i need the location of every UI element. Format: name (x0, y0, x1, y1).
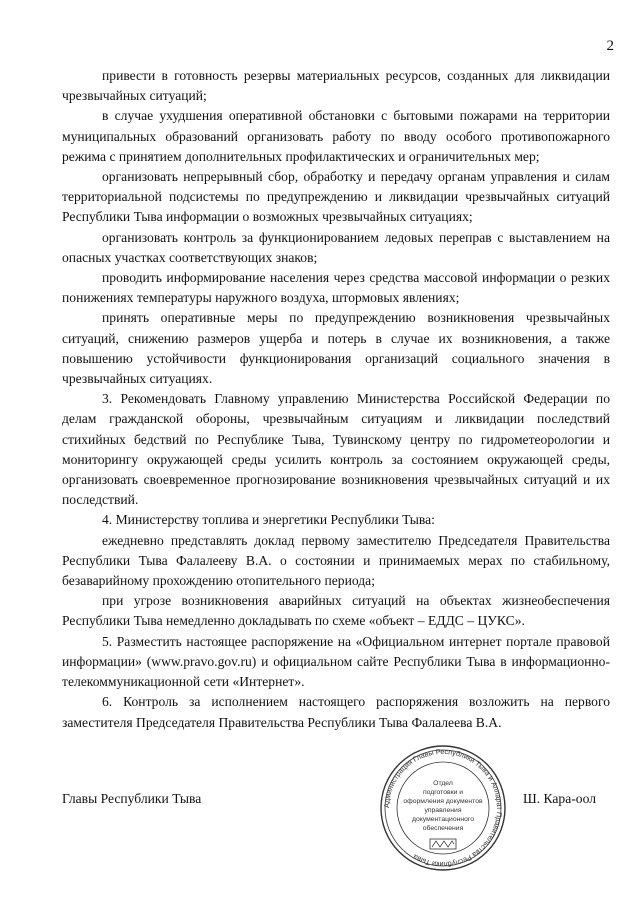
signatory-title: Главы Республики Тыва (62, 791, 202, 806)
paragraph: при угрозе возникновения аварийных ситуаций на объектах жизнеобеспечения Республики Тыва немедленно докладывать по схеме «объект – ЕДДС – ЦУКС». (62, 593, 610, 629)
stamp-emblem (430, 839, 456, 849)
paragraph: 3. Рекомендовать Главному управлению Министерства Российской Федерации по делам гражданской обороны, чрезвычайным ситуациям и ликвидации последствий стихийных бедствий по Республике Тыва, Тувинскому центру по гидрометеорологии и мониторингу окружающей среды усилить контроль за состоянием окружающей среды, организовать своевременное прогнозирование возникновения чрезвычайных ситуаций и их последствий. (62, 391, 610, 508)
stamp-line: подготовки и (422, 789, 464, 796)
signatory-name: Ш. Кара-оол (523, 791, 596, 806)
paragraph: организовать непрерывный сбор, обработку и передачу органам управления и силам территориальной подсистемы по предупреждению и ликвидации чрезвычайных ситуаций Республики Тыва информации о возможных чрезвычайных ситуациях; (62, 169, 610, 225)
paragraph: ежедневно представлять доклад первому заместителю Председателя Правительства Республики Тыва Фалалееву В.А. о состоянии и принимаемых мерах по стабильному, безаварийному прохождению отопительного периода; (62, 532, 610, 589)
paragraph: в случае ухудшения оперативной обстановки с бытовыми пожарами на территории муниципальных образований организовать работу по вводу особого противопожарного режима с принятием дополнительных профилактических и ограничительных мер; (62, 108, 610, 164)
paragraph: организовать контроль за функционированием ледовых переправ с выставлением на опасных участках соответствующих знаков; (62, 229, 610, 265)
paragraph: принять оперативные меры по предупреждению возникновения чрезвычайных ситуаций, снижению размеров ущерба и потерь в случае их возникновения, а также повышению устойчивости функционирования организаций социального значения в чрезвычайных ситуациях. (62, 310, 610, 387)
stamp-ring-text: Администрация Главы Республики Тыва и Аппарат Правительства Республики Тыва (381, 746, 505, 870)
stamp-line: обеспечения (422, 825, 464, 832)
stamp-line: документационного (411, 816, 475, 823)
paragraph: 6. Контроль за исполнением настоящего распоряжения возложить на первого заместителя Председателя Правительства Республики Тыва Фалалеева В.А. (62, 694, 610, 730)
page-number: 2 (606, 38, 614, 54)
official-stamp (368, 745, 518, 871)
paragraph: проводить информирование населения через средства массовой информации о резких понижениях температуры наружного воздуха, штормовых явлениях; (62, 270, 610, 306)
stamp-line: оформления документов (403, 798, 483, 805)
stamp-line: Отдел (433, 780, 453, 787)
paragraph: 4. Министерству топлива и энергетики Республики Тыва: (102, 512, 435, 528)
document-body (62, 66, 610, 733)
paragraph: привести в готовность резервы материальных ресурсов, созданных для ликвидации чрезвычайных ситуаций; (62, 68, 610, 104)
paragraph: 5. Разместить настоящее распоряжение на «Официальном интернет портале правовой информации» (www.pravo.gov.ru) и официальном сайте Республики Тыва в информационно-телекоммуникационной сети «Интернет». (62, 633, 610, 690)
stamp-line: управления (424, 807, 462, 814)
